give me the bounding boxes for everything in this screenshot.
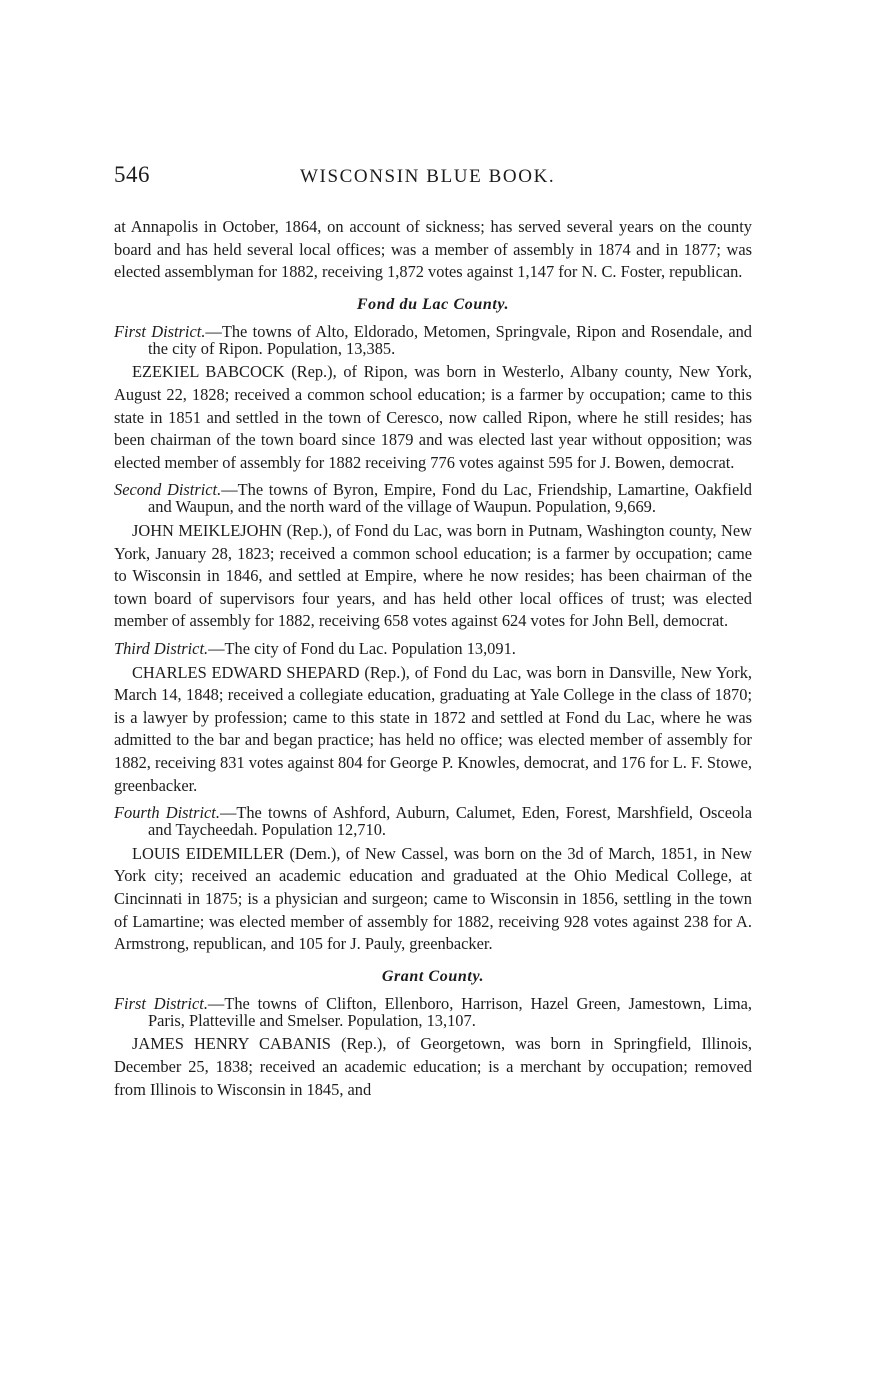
- book-page: [114, 162, 752, 1103]
- district-text: —The towns of Byron, Empire, Fond du Lac, Friendship, Lamartine, Oakfield and Waupun, and the north ward of the village of Waupun. Population, 9,669.: [148, 480, 752, 517]
- page-header: [114, 162, 752, 194]
- member-biography: LOUIS EIDEMILLER (Dem.), of New Cassel, was born on the 3d of March, 1851, in New York city; received an academic education and graduated at the Ohio Medical College, at Cincinnati in 1875; is a physician and surgeon; came to Wisconsin in 1856, settling in the town of Lamartine; was elected member of assembly for 1882, receiving 928 votes against 238 for A. Armstrong, republican, and 105 for J. Pauly, greenbacker.: [114, 843, 752, 954]
- district-name: Fourth District.: [114, 803, 220, 823]
- district-description: [114, 482, 752, 516]
- district-description: [114, 993, 752, 1030]
- county-heading: Grant County.: [381, 967, 485, 985]
- continuation-paragraph: at Annapolis in October, 1864, on account of sickness; has served several years on the county board and has held several local offices; was a member of assembly in 1874 and in 1877; was elected assemblyman for 1882, receiving 1,872 votes against 1,147 for N. C. Foster, republican.: [114, 217, 752, 282]
- district-text: —The city of Fond du Lac. Population 13,091.: [208, 638, 516, 658]
- member-biography: JAMES HENRY CABANIS (Rep.), of Georgetown, was born in Springfield, Illinois, December 25, 1838; received an academic education; is a merchant by occupation; removed from Illinois to Wisconsin in 1845, and: [114, 1034, 752, 1099]
- county-heading: Fond du Lac County.: [356, 295, 510, 313]
- district-description: [114, 805, 752, 839]
- district-text: —The towns of Ashford, Auburn, Calumet, Eden, Forest, Marshfield, Osceola and Taycheedah. Population 12,710.: [148, 803, 753, 840]
- member-biography: JOHN MEIKLEJOHN (Rep.), of Fond du Lac, was born in Putnam, Washington county, New York, January 28, 1823; received a common school education; is a farmer by occupation; came to Wisconsin in 1846, and settled at Empire, where he now resides; has been chairman of the town board of supervisors four years, and has held other local offices of trust; was elected member of assembly for 1882, receiving 658 votes against 624 votes for John Bell, democrat.: [114, 520, 752, 631]
- district-text: —The towns of Clifton, Ellenboro, Harrison, Hazel Green, Jamestown, Lima, Paris, Platteville and Smelser. Population, 13,107.: [148, 993, 752, 1030]
- district-name: First District.: [114, 321, 206, 341]
- district-name: Second District.: [114, 480, 222, 500]
- member-biography: EZEKIEL BABCOCK (Rep.), of Ripon, was born in Westerlo, Albany county, New York, August 22, 1828; received a common school education; is a farmer by occupation; came to this state in 1851 and settled in the town of Ceresco, now called Ripon, where he still resides; has been chairman of the town board since 1879 and was elected last year without opposition; was elected member of assembly for 1882 receiving 776 votes against 595 for J. Bowen, democrat.: [114, 362, 752, 472]
- district-text: —The towns of Alto, Eldorado, Metomen, Springvale, Ripon and Rosendale, and the city of Ripon. Population, 13,385.: [148, 321, 752, 358]
- district-description: [114, 638, 752, 658]
- member-biography: CHARLES EDWARD SHEPARD (Rep.), of Fond du Lac, was born in Dansville, New York, March 14, 1848; received a collegiate education, graduating at Yale College in the class of 1870; is a lawyer by profession; came to this state in 1872 and settled at Fond du Lac, where he was admitted to the bar and began practice; has held no office; was elected member of assembly for 1882, receiving 831 votes against 804 for George P. Knowles, democrat, and 176 for L. F. Stowe, greenbacker.: [114, 662, 752, 795]
- district-name: First District.: [114, 993, 208, 1013]
- running-title: WISCONSIN BLUE BOOK.: [300, 166, 556, 187]
- district-name: Third District.: [114, 638, 209, 658]
- district-description: [114, 321, 752, 358]
- page-number: 546: [114, 162, 150, 187]
